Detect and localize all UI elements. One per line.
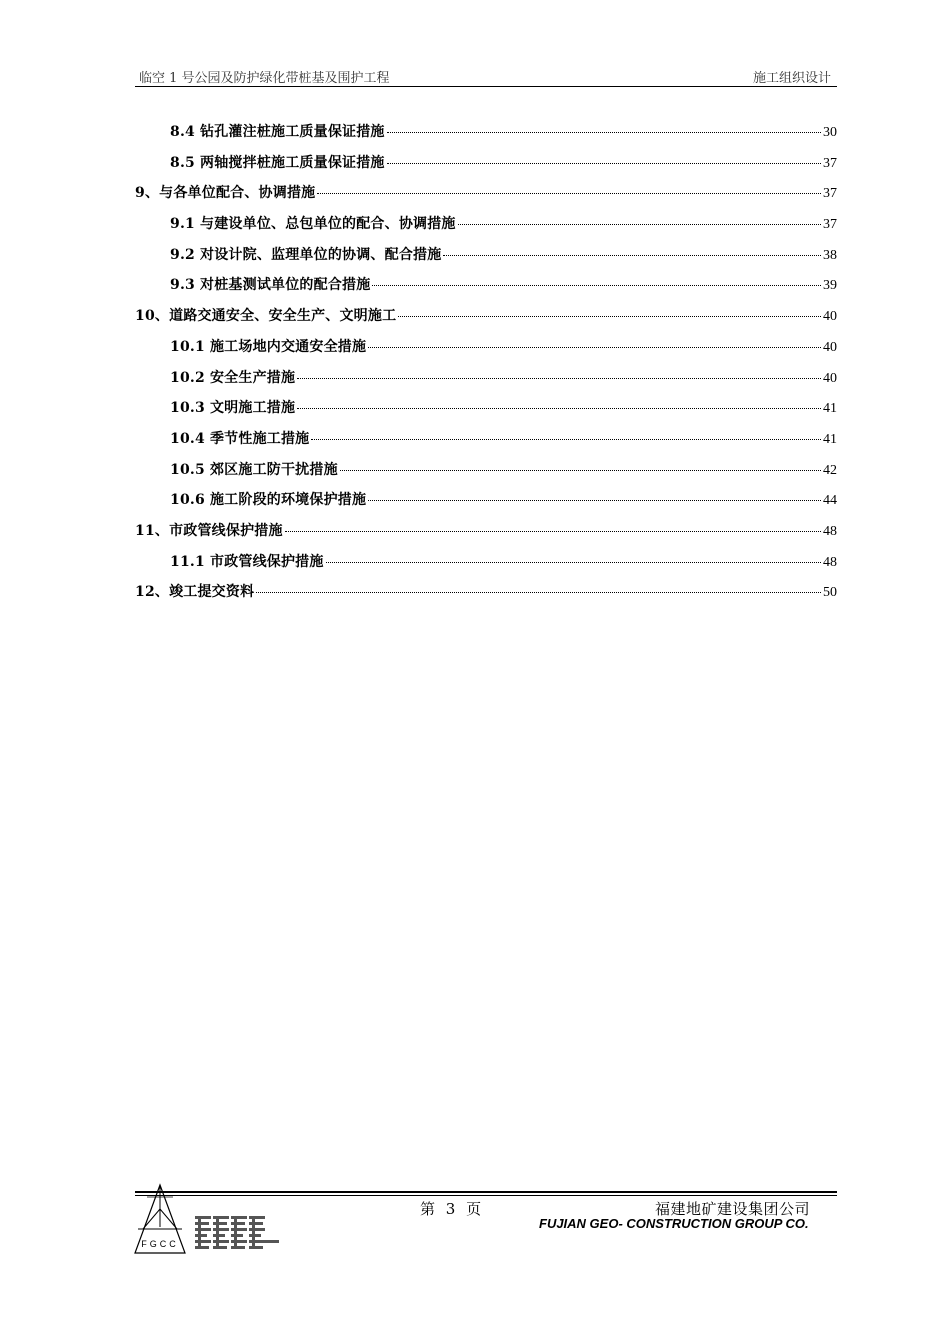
toc-dot-leader <box>317 193 821 194</box>
toc-entry-title: 10.4 季节性施工措施 <box>170 430 310 447</box>
toc-entry-page: 50 <box>823 585 837 601</box>
toc-entry[interactable] <box>135 153 837 184</box>
toc-entry-page: 37 <box>823 155 837 171</box>
toc-entry-page: 39 <box>823 278 837 294</box>
toc-entry[interactable] <box>135 490 837 521</box>
toc-entry[interactable] <box>135 582 837 613</box>
toc-entry[interactable] <box>135 122 837 153</box>
header-document-type: 施工组织设计 <box>752 71 831 86</box>
toc-entry[interactable] <box>135 183 837 214</box>
toc-dot-leader <box>297 378 821 379</box>
toc-entry-page: 37 <box>823 217 837 233</box>
toc-entry[interactable] <box>135 429 837 460</box>
toc-dot-leader <box>398 316 821 317</box>
toc-dot-leader <box>387 163 821 164</box>
toc-entry-title: 9.2 对设计院、监理单位的协调、配合措施 <box>170 246 442 263</box>
table-of-contents <box>135 122 837 613</box>
toc-entry-page: 41 <box>823 401 837 417</box>
toc-entry-title: 9、与各单位配合、协调措施 <box>135 185 316 202</box>
company-name-cn: 福建地矿建设集团公司 <box>655 1200 811 1218</box>
company-logo <box>133 1183 298 1258</box>
toc-entry-page: 40 <box>823 370 837 386</box>
toc-entry-page: 42 <box>823 462 837 478</box>
toc-dot-leader <box>387 132 821 133</box>
toc-entry[interactable] <box>135 521 837 552</box>
toc-entry[interactable] <box>135 214 837 245</box>
toc-entry-title: 10.5 郊区施工防干扰措施 <box>170 461 338 478</box>
toc-entry[interactable] <box>135 398 837 429</box>
toc-entry-page: 44 <box>823 493 837 509</box>
toc-dot-leader <box>368 500 821 501</box>
toc-entry-title: 10.1 施工场地内交通安全措施 <box>170 338 367 355</box>
toc-entry-title: 10.2 安全生产措施 <box>170 369 296 386</box>
toc-dot-leader <box>458 224 821 225</box>
toc-dot-leader <box>297 408 821 409</box>
toc-entry-title: 9.1 与建设单位、总包单位的配合、协调措施 <box>170 216 456 233</box>
toc-entry[interactable] <box>135 368 837 399</box>
toc-entry-title: 12、竣工提交资料 <box>135 584 255 601</box>
toc-entry[interactable] <box>135 460 837 491</box>
toc-entry-page: 38 <box>823 247 837 263</box>
toc-entry-page: 48 <box>823 554 837 570</box>
toc-entry[interactable] <box>135 306 837 337</box>
toc-dot-leader <box>340 470 821 471</box>
toc-entry[interactable] <box>135 337 837 368</box>
toc-entry-title: 11、市政管线保护措施 <box>135 522 283 539</box>
toc-entry[interactable] <box>135 245 837 276</box>
page-header <box>135 64 837 87</box>
page-number: 第 3 页 <box>420 1200 482 1218</box>
toc-entry[interactable] <box>135 552 837 583</box>
company-name-en: FUJIAN GEO- CONSTRUCTION GROUP CO. <box>539 1216 809 1231</box>
logo-text: FGCC <box>141 1239 179 1249</box>
toc-entry-page: 40 <box>823 309 837 325</box>
toc-entry[interactable] <box>135 275 837 306</box>
toc-entry-title: 10.6 施工阶段的环境保护措施 <box>170 492 367 509</box>
toc-entry-title: 10、道路交通安全、安全生产、文明施工 <box>135 308 397 325</box>
toc-entry-page: 48 <box>823 523 837 539</box>
header-project-title: 临空 1 号公园及防护绿化带桩基及围护工程 <box>139 71 390 86</box>
toc-entry-page: 41 <box>823 431 837 447</box>
toc-entry-page: 30 <box>823 125 837 140</box>
toc-entry-title: 9.3 对桩基测试单位的配合措施 <box>170 277 371 294</box>
toc-dot-leader <box>311 439 821 440</box>
toc-entry-title: 10.3 文明施工措施 <box>170 400 296 417</box>
toc-dot-leader <box>372 285 821 286</box>
toc-entry-page: 40 <box>823 339 837 355</box>
toc-entry-title: 11.1 市政管线保护措施 <box>170 553 324 570</box>
toc-dot-leader <box>443 255 821 256</box>
toc-entry-title: 8.5 两轴搅拌桩施工质量保证措施 <box>170 154 385 171</box>
toc-dot-leader <box>256 592 821 593</box>
toc-dot-leader <box>285 531 821 532</box>
toc-dot-leader <box>368 347 821 348</box>
toc-dot-leader <box>326 562 821 563</box>
toc-entry-page: 37 <box>823 186 837 202</box>
toc-entry-title: 8.4 钻孔灌注桩施工质量保证措施 <box>170 124 385 140</box>
